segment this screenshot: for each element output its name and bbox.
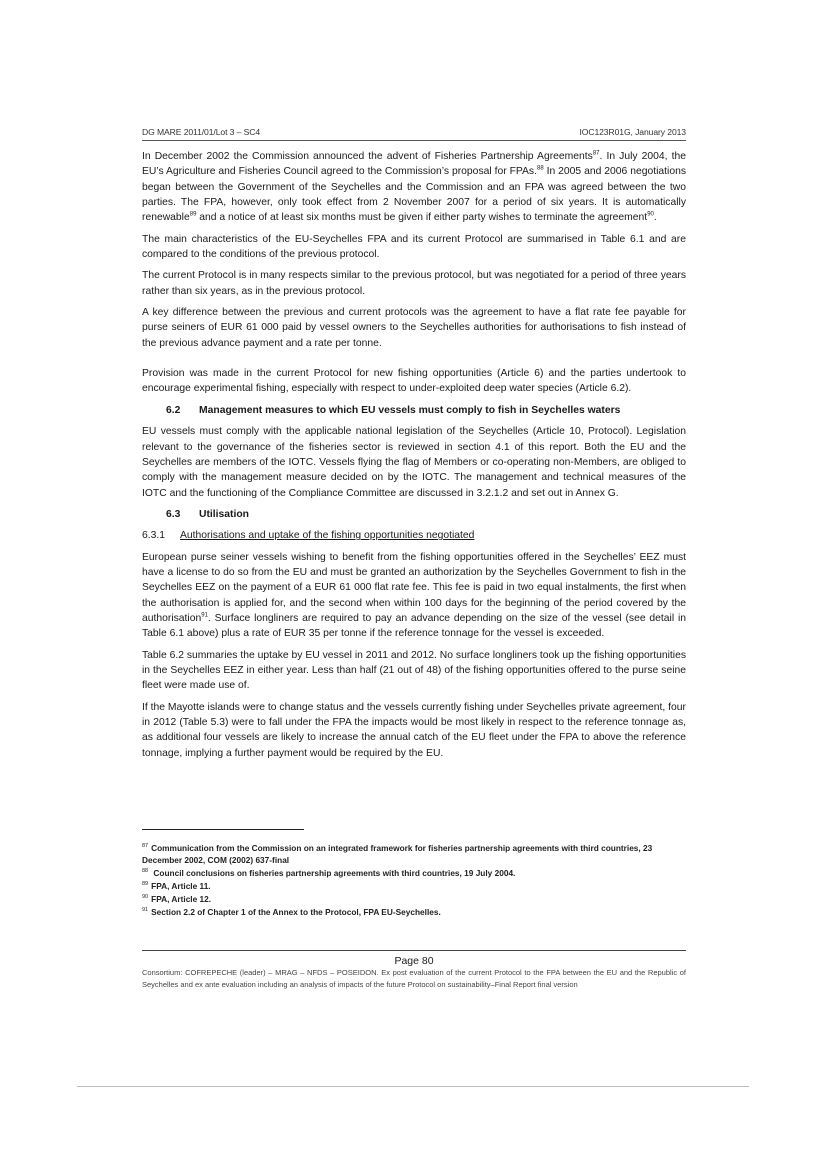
body-text	[142, 149, 686, 767]
footer-rule	[142, 950, 686, 951]
page-number: Page 80	[394, 955, 434, 967]
subsection-heading-6-3-1	[142, 528, 686, 543]
paragraph: Provision was made in the current Protocol for new fishing opportunities (Article 6) and the parties undertook to encourage experimental fishing, especially with respect to under-exploited deep water species (Article 6.2).	[142, 368, 686, 395]
section-title: Management measures to which EU vessels must comply to fish in Seychelles waters	[199, 404, 621, 416]
section-number: 6.2	[166, 404, 181, 416]
paragraph: If the Mayotte islands were to change status and the vessels currently fishing under Seychelles private agreement, four in 2012 (Table 5.3) were to fall under the FPA the impacts would be most likely in respect to the reference tonnage as, as additional four vessels are likely to increase the annual catch of the EU fleet under the FPA to above the reference tonnage, implying a further payment would be required by the EU.	[142, 701, 686, 759]
paragraph: In December 2002 the Commission announced the advent of Fisheries Partnership Agreements$^{87}$. In July 2004, the EU’s Agriculture and Fisheries Council agreed to the Commission’s proposal for FPAs.$^{88}$ In 2005 and 2006 negotiations began between the Government of the Seychelles and the Commission and an FPA was agreed between the two parties. The FPA, however, only took effect from 2 November 2007 for a period of six years. It is automatically renewable$^{89}$ and a notice of at least six months must be given if either party wishes to terminate the agreement$^{90}$.	[142, 150, 687, 224]
paragraph: The current Protocol is in many respects similar to the previous protocol, but was negotiated for a period of three years rather than six years, as in the previous protocol.	[142, 270, 686, 297]
page-bottom-divider	[77, 1086, 749, 1087]
consortium-note: Consortium: COFREPECHE (leader) – MRAG – NFDS – POSEIDON. Ex post evaluation of the current Protocol to the FPA between the EU and the Republic of Seychelles and ex ante evaluation including an analysis of impacts of the future Protocol on sustainability–Final Report final version	[142, 968, 686, 989]
section-title: Utilisation	[199, 508, 249, 520]
footnote-separator	[142, 829, 304, 830]
header-report-ref: IOC123R01G, January 2013	[579, 127, 686, 137]
footnotes	[142, 843, 686, 920]
section-heading-6-2	[142, 403, 686, 418]
paragraph: The main characteristics of the EU-Seychelles FPA and its current Protocol are summarised in Table 6.1 and are compared to the conditions of the previous protocol.	[142, 233, 686, 261]
header-rule	[142, 140, 686, 141]
section-number: 6.3	[166, 508, 181, 520]
footnote: $^{90}$ FPA, Article 12.	[142, 893, 212, 904]
section-heading-6-3	[142, 507, 686, 522]
footnote: $^{89}$ FPA, Article 11.	[142, 880, 211, 891]
footnote-ref[interactable]: 87	[592, 150, 600, 157]
footnote-ref[interactable]: 90	[647, 211, 654, 218]
subsection-number: 6.3.1	[142, 530, 166, 542]
paragraph: European purse seiner vessels wishing to benefit from the fishing opportunities offered in the Seychelles’ EEZ must have a license to do so from the EU and must be granted an authorization by the Seychelles Government to fish in the Seychelles EEZ on the payment of a EUR 61 000 flat rate fee. This fee is paid in two equal instalments, the first when the authorisation is applied for, and the second when within 100 days for the beginning of the period covered by the authorisation$^{91}$. Surface longliners are required to pay an advance depending on the size of the vessel (see detail in Table 6.1 above) plus a rate of EUR 35 per tonne if the reference tonnage for the vessel is exceeded.	[142, 551, 686, 640]
footnote: $^{87}$ Communication from the Commission on an integrated framework for fisheries partnership agreements with third countries, 23 December 2002, COM (2002) 637-final	[142, 843, 653, 865]
paragraph: A key difference between the previous and current protocols was the agreement to have a flat rate fee payable for purse seiners of EUR 61 000 paid by vessel owners to the Seychelles authorities for authorisations to fish instead of the previous advance payment and a rate per tonne.	[142, 307, 686, 349]
subsection-title: Authorisations and uptake of the fishing opportunities negotiated	[180, 530, 475, 542]
footnote-ref[interactable]: 89	[189, 211, 197, 218]
footnote-ref[interactable]: 88	[536, 165, 544, 172]
paragraph: Table 6.2 summaries the uptake by EU vessel in 2011 and 2012. No surface longliners took up the fishing opportunities in the Seychelles EEZ in either year. Less than half (21 out of 48) of the fishing opportunities offered to the purse seine fleet were made use of.	[142, 649, 686, 692]
paragraph: EU vessels must comply with the applicable national legislation of the Seychelles (Article 10, Protocol). Legislation relevant to the governance of the fisheries sector is reviewed in section 4.1 of this report. Both the EU and the Seychelles are members of the IOTC. Vessels flying the flag of Members or co-operating non-Members, are obliged to comply with the management measure decided on by the IOTC. The management and technical measures of the IOTC and the functioning of the Compliance Committee are discussed in 3.2.1.2 and set out in Annex G.	[142, 426, 686, 499]
header-project-ref: DG MARE 2011/01/Lot 3 – SC4	[142, 127, 260, 137]
footnote: $^{88}$ Council conclusions on fisheries partnership agreements with third countries, 19 July 2004.	[142, 867, 516, 878]
footnote: $^{91}$ Section 2.2 of Chapter 1 of the Annex to the Protocol, FPA EU-Seychelles.	[142, 906, 441, 917]
footnote-ref[interactable]: 91	[201, 612, 208, 619]
running-header	[142, 127, 686, 137]
